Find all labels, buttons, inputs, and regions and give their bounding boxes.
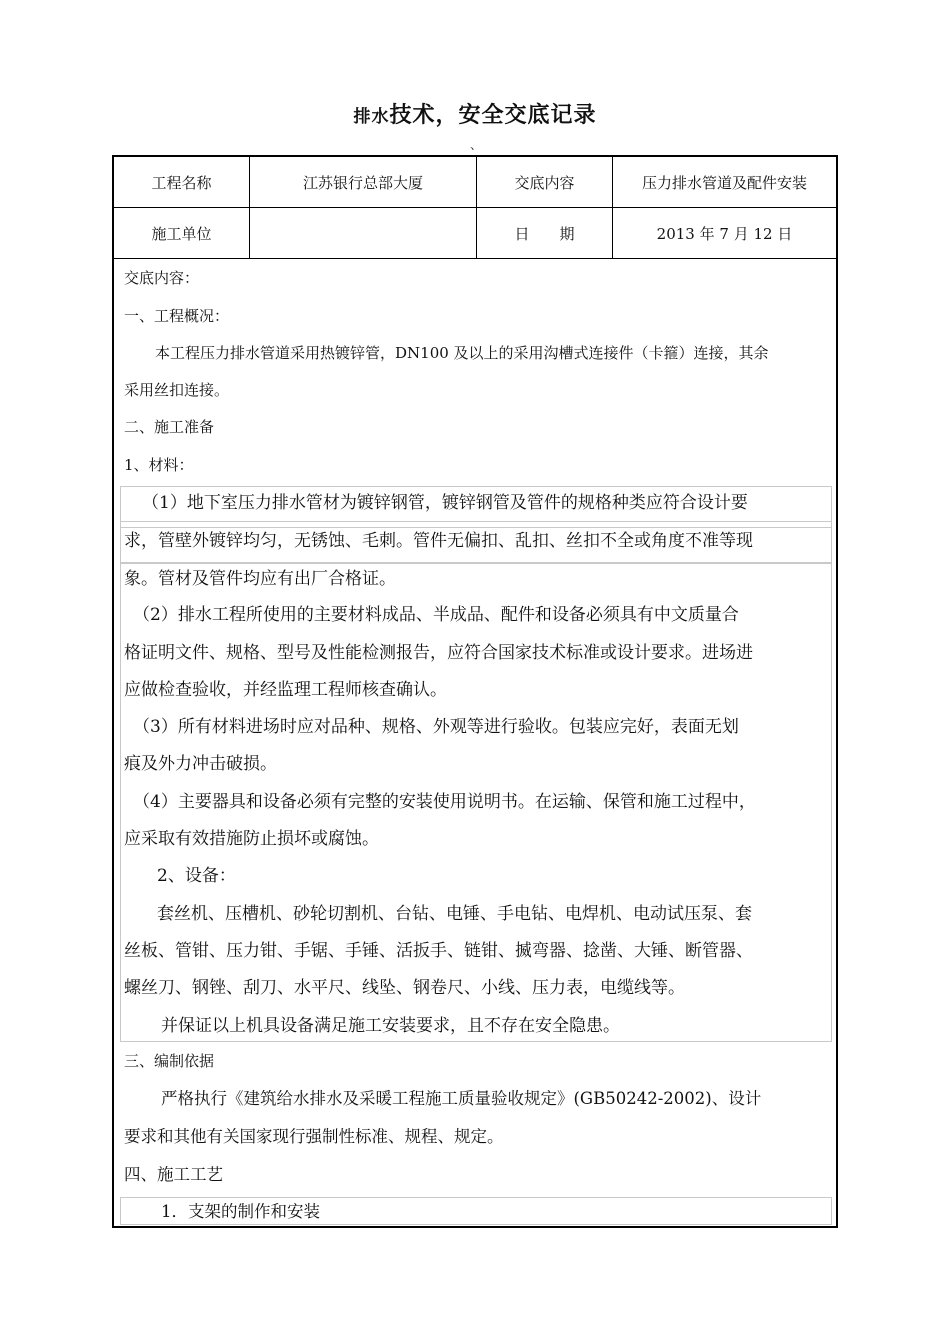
body-line: 1．支架的制作和安装 bbox=[161, 1202, 320, 1221]
body-line: 痕及外力冲击破损。 bbox=[124, 754, 277, 774]
content-value: 压力排水管道及配件安装 bbox=[613, 157, 836, 208]
unit-label: 施工单位 bbox=[114, 208, 250, 259]
date-label: 日 期 bbox=[477, 208, 613, 259]
body-line: 格证明文件、规格、型号及性能检测报告，应符合国家技术标准或设计要求。进场进 bbox=[124, 643, 753, 663]
body-line: 交底内容： bbox=[124, 269, 200, 287]
body-line: 严格执行《建筑给水排水及采暖工程施工质量验收规定》(GB50242-2002)、设计 bbox=[161, 1089, 762, 1108]
body-line: 象。管材及管件均应有出厂合格证。 bbox=[124, 569, 396, 589]
project-name-value: 江苏银行总部大厦 bbox=[250, 157, 477, 208]
unit-value bbox=[250, 208, 477, 259]
body-line: 本工程压力排水管道采用热镀锌管，DN100 及以上的采用沟槽式连接件（卡箍）连接，其余 bbox=[155, 344, 769, 362]
section-heading: 三、编制依据 bbox=[124, 1052, 215, 1070]
date-value: 2013 年 7 月 12 日 bbox=[613, 208, 836, 259]
project-name-label: 工程名称 bbox=[114, 157, 250, 208]
content-label: 交底内容 bbox=[477, 157, 613, 208]
title-prefix: 排水 bbox=[353, 107, 390, 127]
body-line: 求，管壁外镀锌均匀，无锈蚀、毛刺。管件无偏扣、乱扣、丝扣不全或角度不准等现 bbox=[124, 531, 753, 551]
section-heading: 四、施工工艺 bbox=[124, 1165, 223, 1184]
body-line: 螺丝刀、钢锉、刮刀、水平尺、线坠、钢卷尺、小线、压力表，电缆线等。 bbox=[124, 978, 685, 998]
body-line: （4）主要器具和设备必须有完整的安装使用说明书。在运输、保管和施工过程中， bbox=[133, 792, 756, 812]
body-line: 采用丝扣连接。 bbox=[124, 381, 230, 399]
body-line: 套丝机、压槽机、砂轮切割机、台钻、电锤、手电钻、电焊机、电动试压泵、套 bbox=[157, 904, 752, 924]
body-line: 丝板、管钳、压力钳、手锯、手锤、活扳手、链钳、揻弯器、捻凿、大锤、断管器、 bbox=[124, 941, 753, 961]
body-line: 1、材料： bbox=[124, 456, 194, 474]
body-line: 应采取有效措施防止损坏或腐蚀。 bbox=[124, 829, 379, 849]
title-main: 技术，安全交底记录 bbox=[389, 103, 597, 128]
body-line: 并保证以上机具设备满足施工安装要求，且不存在安全隐患。 bbox=[161, 1016, 620, 1036]
record-table bbox=[112, 155, 838, 1228]
body-line: （2）排水工程所使用的主要材料成品、半成品、配件和设备必须具有中文质量合 bbox=[133, 605, 739, 625]
body-line: （1）地下室压力排水管材为镀锌钢管，镀锌钢管及管件的规格种类应符合设计要 bbox=[142, 493, 748, 513]
document-title bbox=[0, 98, 950, 129]
title-mark: 、 bbox=[470, 138, 483, 152]
body-line: 2、设备： bbox=[157, 866, 236, 886]
body-line: 应做检查验收，并经监理工程师核查确认。 bbox=[124, 680, 447, 700]
section-heading: 一、工程概况： bbox=[124, 307, 230, 325]
body-line: （3）所有材料进场时应对品种、规格、外观等进行验收。包装应完好，表面无划 bbox=[133, 717, 739, 737]
section-heading: 二、施工准备 bbox=[124, 418, 215, 436]
body-line: 要求和其他有关国家现行强制性标准、规程、规定。 bbox=[124, 1127, 504, 1146]
